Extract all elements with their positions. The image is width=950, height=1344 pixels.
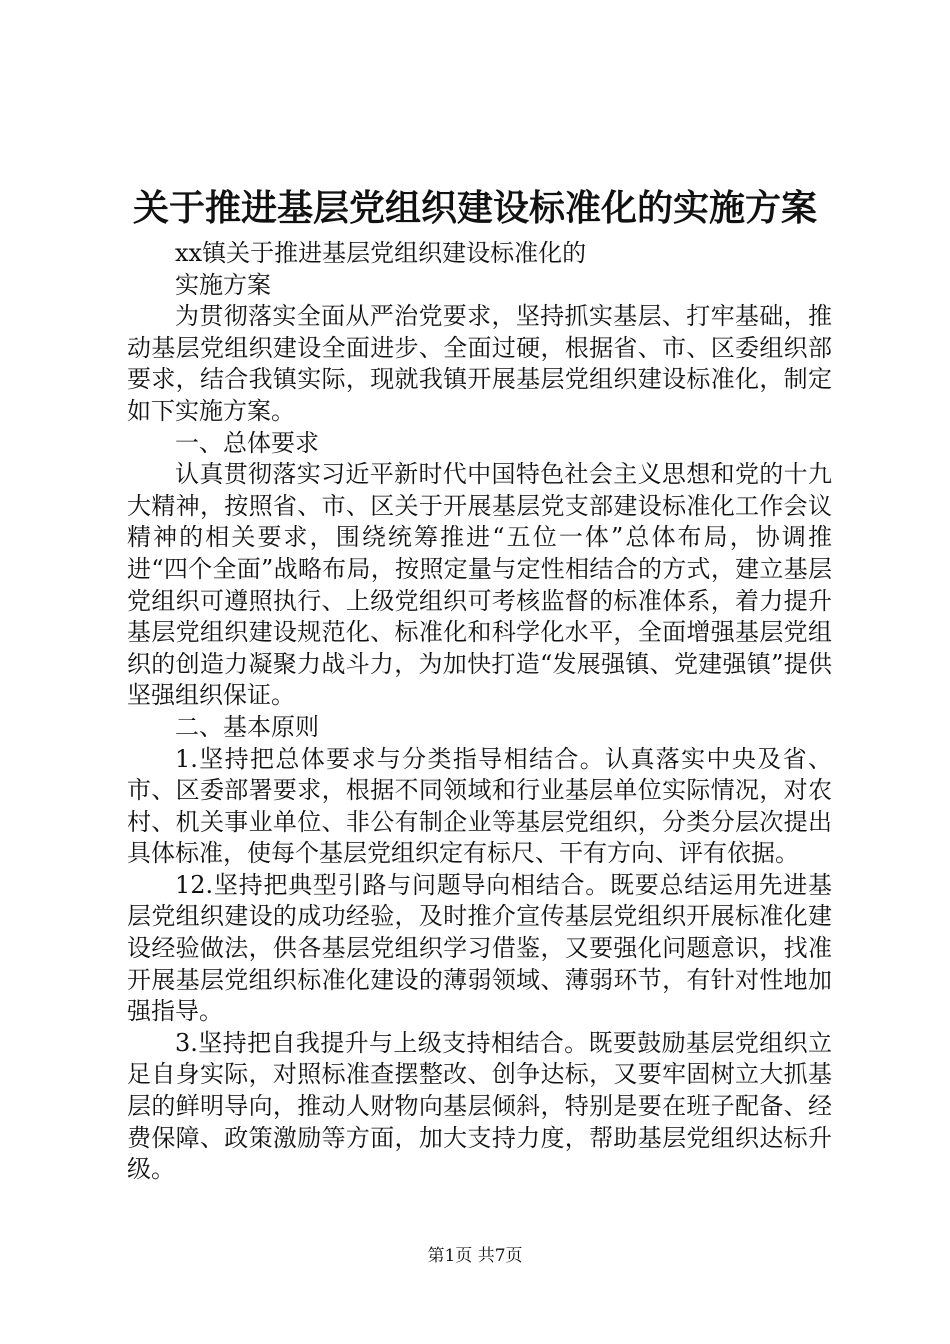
section-heading-1: 一、总体要求	[175, 428, 319, 457]
page-number: 第1页 共7页	[427, 1246, 523, 1266]
paragraph-intro: 为贯彻落实全面从严治党要求，坚持抓实基层、打牢基础，推动基层党组织建设全面进步、全面过硬，根据省、市、区委组织部要求，结合我镇实际，现就我镇开展基层党组织建设标准化，制定如下实施方案。	[127, 302, 832, 425]
paragraph-principle-1: 1.坚持把总体要求与分类指导相结合。认真落实中央及省、市、区委部署要求，根据不同领域和行业基层单位实际情况，对农村、机关事业单位、非公有制企业等基层党组织，分类分层次提出具体标准，使每个基层党组织定有标尺、干有方向、评有依据。	[127, 744, 832, 868]
paragraph-overall: 认真贯彻落实习近平新时代中国特色社会主义思想和党的十九大精神，按照省、市、区关于开展基层党支部建设标准化工作会议精神的相关要求，围绕统筹推进“五位一体”总体布局，协调推进“四个全面”战略布局，按照定量与定性相结合的方式，建立基层党组织可遵照执行、上级党组织可考核监督的标准体系，着力提升基层党组织建设规范化、标准化和科学化水平，全面增强基层党组织的创造力凝聚力战斗力，为加快打造“发展强镇、党建强镇”提供坚强组织保证。	[127, 460, 832, 710]
document-title: 关于推进基层党组织建设标准化的实施方案	[132, 187, 817, 229]
document-body	[127, 238, 832, 1186]
section-heading-2: 二、基本原则	[175, 712, 319, 741]
subtitle-line-2: 实施方案	[175, 270, 271, 299]
paragraph-principle-2: 12.坚持把典型引路与问题导向相结合。既要总结运用先进基层党组织建设的成功经验，及时推介宣传基层党组织开展标准化建设经验做法，供各基层党组织学习借鉴，又要强化问题意识，找准开展基层党组织标准化建设的薄弱领域、薄弱环节，有针对性地加强指导。	[127, 870, 832, 1026]
paragraph-principle-3: 3.坚持把自我提升与上级支持相结合。既要鼓励基层党组织立足自身实际，对照标准查摆整改、创争达标，又要牢固树立大抓基层的鲜明导向，推动人财物向基层倾斜，特别是要在班子配备、经费保障、政策激励等方面，加大支持力度，帮助基层党组织达标升级。	[127, 1028, 832, 1184]
subtitle-line-1: xx镇关于推进基层党组织建设标准化的	[175, 239, 587, 267]
